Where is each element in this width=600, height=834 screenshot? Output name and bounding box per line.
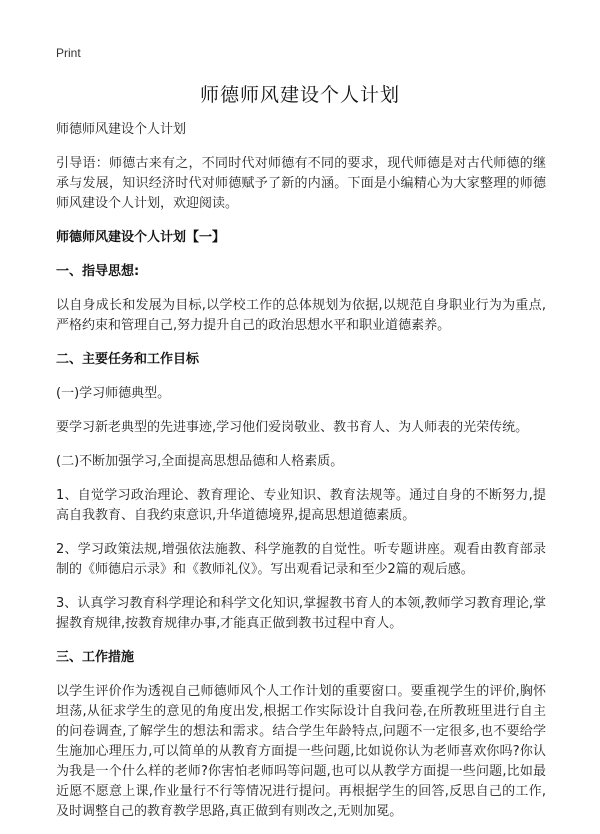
document-title: 师德师风建设个人计划: [199, 84, 400, 106]
heading-work-measures: 三、工作措施: [56, 650, 135, 665]
document-subtitle: 师德师风建设个人计划: [56, 122, 187, 137]
document-body: [56, 120, 546, 834]
print-link[interactable]: Print: [56, 46, 81, 60]
paragraph-item-2: 2、学习政策法规,增强依法施教、科学施教的自觉性。听专题讲座。观看由教育部录制的《师德启示录》和《教师礼仪》。写出观看记录和至少2篇的观后感。: [56, 542, 546, 577]
intro-paragraph: 引导语：师德古来有之，不同时代对师德有不同的要求，现代师德是对古代师德的继承与发展，知识经济时代对师德赋予了新的内涵。下面是小编精心为大家整理的师德师风建设个人计划，欢迎阅读。: [56, 156, 546, 211]
heading-main-tasks: 二、主要任务和工作目标: [56, 352, 200, 367]
paragraph-guiding-ideology: 以自身成长和发展为目标,以学校工作的总体规划为依据,以规范自身职业行为为重点,严格约束和管理自己,努力提升自己的政治思想水平和职业道德素养。: [56, 298, 546, 333]
paragraph-task-1-title: (一)学习师德典型。: [56, 386, 171, 401]
paragraph-task-1-body: 要学习新老典型的先进事迹,学习他们爱岗敬业、教书育人、为人师表的光荣传统。: [56, 420, 529, 435]
section-heading: 师德师风建设个人计划【一】: [56, 230, 226, 245]
paragraph-work-measures: 以学生评价作为透视自己师德师风个人工作计划的重要窗口。要重视学生的评价,胸怀坦荡,从征求学生的意见的角度出发,根据工作实际设计自我问卷,在所教班里进行自主的问卷调查,了解学生的想法和需求。结合学生年龄特点,问题不一定很多,也不要给学生施加心理压力,可以简单的从教育方面提一些问题,比如说你认为老师喜欢你吗?你认为我是一个什么样的老师?你害怕老师吗等问题,也可以从教学方面提一些问题,比如最近愿不愿意上课,作业量行不行等情况进行提问。再根据学生的回答,反思自己的工作,及时调整自己的教育教学思路,真正做到有则改之,无则加冕。: [56, 684, 546, 819]
paragraph-task-2-title: (二)不断加强学习,全面提高思想品德和人格素质。: [56, 454, 344, 469]
paragraph-item-1: 1、自觉学习政治理论、教育理论、专业知识、教育法规等。通过自身的不断努力,提高自我教育、自我约束意识,升华道德境界,提高思想道德素质。: [56, 488, 546, 523]
paragraph-item-3: 3、认真学习教育科学理论和科学文化知识,掌握教书育人的本领,教师学习教育理论,掌握教育规律,按教育规律办事,才能真正做到教书过程中育人。: [56, 596, 546, 631]
heading-guiding-ideology: 一、指导思想:: [56, 264, 140, 279]
